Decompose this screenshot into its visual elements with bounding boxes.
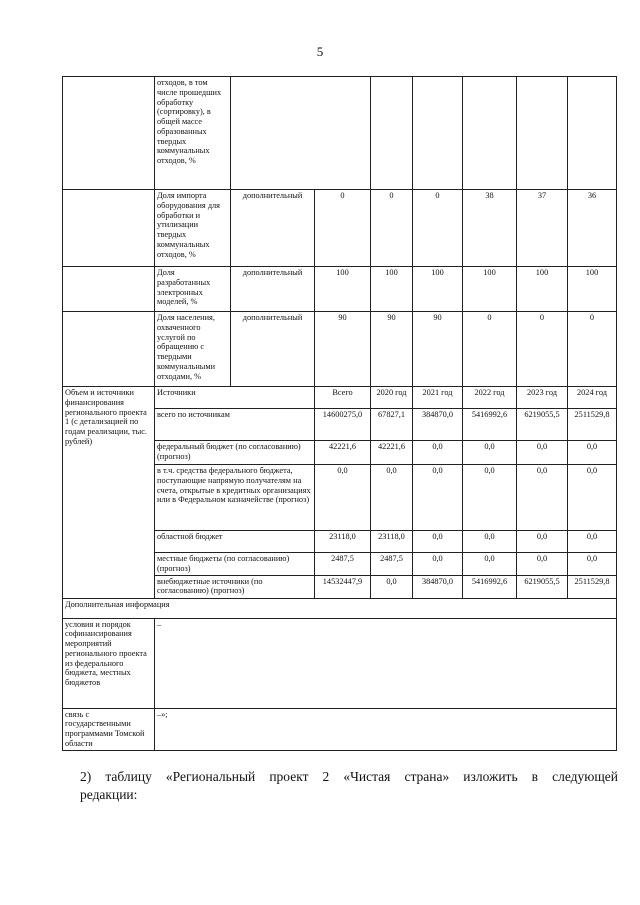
finance-row-name: в т.ч. средства федерального бюджета, поступающие напрямую получателям на счета, открытые в кредитных организациях или в Федеральном казначействе (прогноз): [155, 465, 315, 531]
finance-label: Объем и источники финансирования регионального проекта 1 (с детализацией по годам реализации, тыс. рублей): [63, 387, 155, 599]
indicator-row: Доля импорта оборудования для обработки и утилизации твердых коммунальных отходов, % дополнительный 0 0 0 38 37 36: [63, 190, 617, 267]
total-header: Всего: [315, 387, 371, 409]
indicator-type: дополнительный: [231, 190, 315, 267]
indicator-row: [63, 77, 617, 190]
finance-row-name: федеральный бюджет (по согласованию) (прогноз): [155, 441, 315, 465]
indicator-row: Доля разработанных электронных моделей, % дополнительный 100 100 100 100 100 100: [63, 267, 617, 312]
finance-row: в т.ч. средства федерального бюджета, поступающие напрямую получателям на счета, открытые в кредитных организациях или в Федеральном казначействе (прогноз) 0,0 0,0 0,0 0,0 0,0 0,0: [63, 465, 617, 531]
conditions-row: [63, 618, 617, 708]
indicator-name: Доля импорта оборудования для обработки и утилизации твердых коммунальных отходов, %: [155, 190, 231, 267]
indicator-name: Доля разработанных электронных моделей, %: [155, 267, 231, 312]
finance-row: внебюджетные источники (по согласованию) (прогноз) 14532447,9 0,0 384870,0 5416992,6 6219055,5 2511529,8: [63, 575, 617, 598]
additional-info-heading: Дополнительная информация: [63, 598, 617, 618]
link-value: –»;: [155, 708, 617, 750]
regional-project-table: [62, 76, 617, 751]
footer-paragraph-continuation: редакции:: [80, 787, 138, 802]
finance-header-row: Объем и источники финансирования регионального проекта 1 (с детализацией по годам реализации, тыс. рублей) Источники Всего 2020 год 2021 год 2022 год 2023 год 2024 год: [63, 387, 617, 409]
footer-paragraph: 2) таблицу «Региональный проект 2 «Чистая страна» изложить в следующей: [80, 769, 618, 784]
finance-row-name: внебюджетные источники (по согласованию) (прогноз): [155, 575, 315, 598]
finance-row-name: всего по источникам: [155, 409, 315, 441]
finance-row: местные бюджеты (по согласованию) (прогноз) 2487,5 2487,5 0,0 0,0 0,0 0,0: [63, 553, 617, 576]
link-row: [63, 708, 617, 750]
finance-row-name: областной бюджет: [155, 531, 315, 553]
link-label: связь с государственными программами Томской области: [63, 708, 155, 750]
finance-row: всего по источникам 14600275,0 67827,1 384870,0 5416992,6 6219055,5 2511529,8: [63, 409, 617, 441]
page-number: 5: [316, 44, 324, 59]
sources-header: Источники: [155, 387, 315, 409]
indicator-type: дополнительный: [231, 312, 315, 387]
conditions-label: условия и порядок софинансирования мероприятий регионального проекта из федерального бюджета, местных бюджетов: [63, 618, 155, 708]
additional-info-row: [63, 598, 617, 618]
indicator-type: дополнительный: [231, 267, 315, 312]
indicator-name: отходов, в том числе прошедших обработку (сортировку), в общей массе образованных твердых коммунальных отходов, %: [155, 77, 231, 190]
finance-row: федеральный бюджет (по согласованию) (прогноз) 42221,6 42221,6 0,0 0,0 0,0 0,0: [63, 441, 617, 465]
indicator-name: Доля населения, охваченного услугой по обращению с твердыми коммунальными отходами, %: [155, 312, 231, 387]
finance-row: областной бюджет 23118,0 23118,0 0,0 0,0 0,0 0,0: [63, 531, 617, 553]
indicator-row: Доля населения, охваченного услугой по обращению с твердыми коммунальными отходами, % дополнительный 90 90 90 0 0 0: [63, 312, 617, 387]
conditions-value: –: [155, 618, 617, 708]
indicator-type: [231, 77, 371, 190]
finance-row-name: местные бюджеты (по согласованию) (прогноз): [155, 553, 315, 576]
